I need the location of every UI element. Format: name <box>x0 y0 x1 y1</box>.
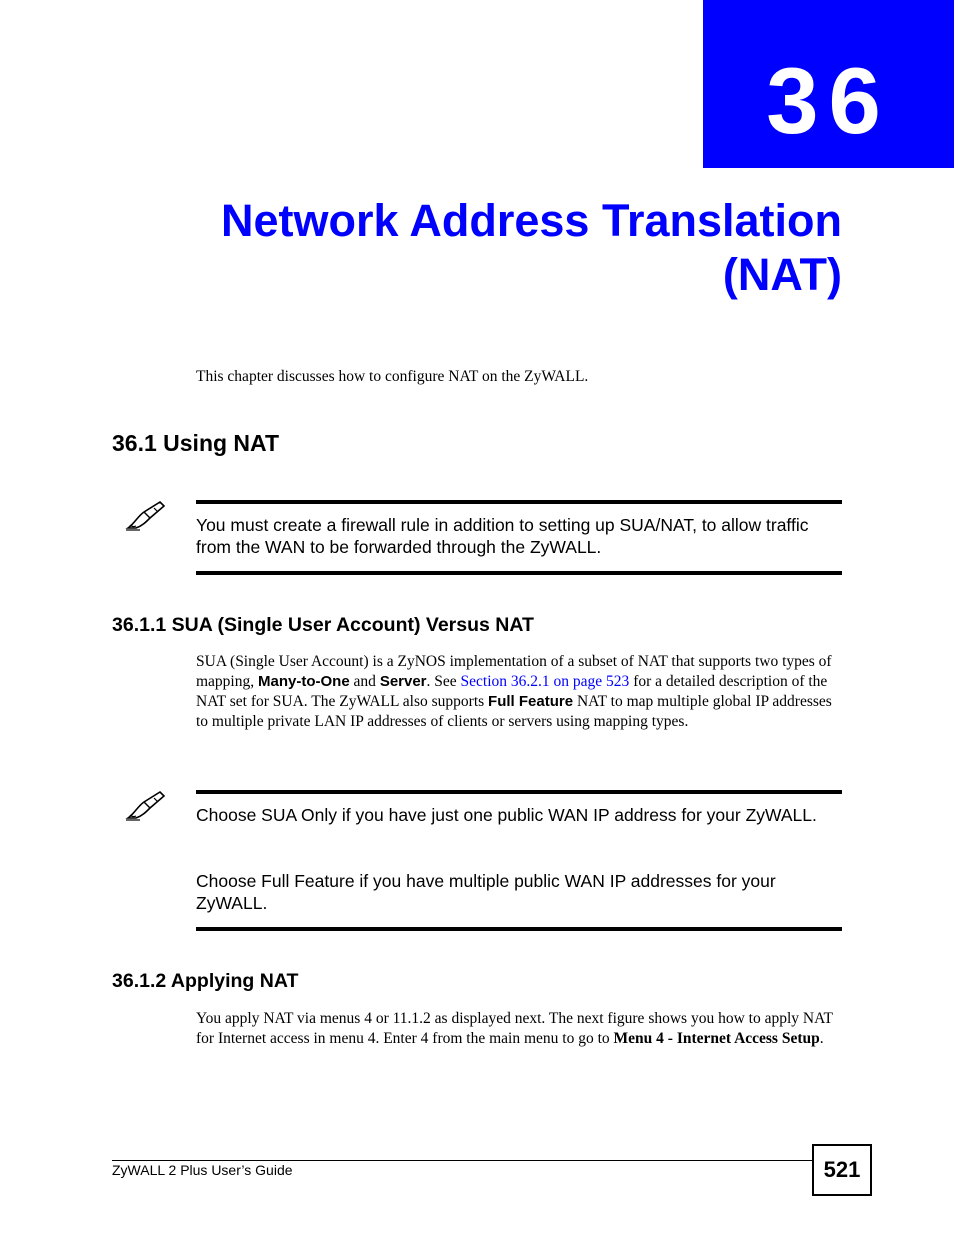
chapter-title <box>150 194 842 302</box>
sua-text-and: and <box>349 673 380 690</box>
footer-guide-title: ZyWALL 2 Plus User’s Guide <box>112 1162 293 1178</box>
sua-text-3: NAT to map multiple global IP addresses to multiple private LAN IP addresses of clients or servers using mapping types. <box>196 693 832 730</box>
note2-bottom-rule <box>196 927 842 931</box>
applying-nat-paragraph <box>196 1009 842 1049</box>
chapter-title-line1: Network Address Translation <box>221 195 842 246</box>
writing-hand-icon <box>124 788 172 824</box>
sua-text-2: for a detailed description of the NAT set for SUA. The ZyWALL also supports <box>196 673 828 710</box>
section-heading-36-1-1: 36.1.1 SUA (Single User Account) Versus NAT <box>112 614 534 636</box>
footer-rule <box>112 1160 812 1161</box>
full-feature-term: Full Feature <box>488 693 574 710</box>
chapter-title-line2: (NAT) <box>722 249 842 300</box>
note-full-feature: Choose Full Feature if you have multiple public WAN IP addresses for your ZyWALL. <box>196 871 776 913</box>
note-bottom-rule <box>196 571 842 575</box>
applying-text-1: You apply NAT via menus 4 or 11.1.2 as displayed next. The next figure shows you how to apply NAT for Internet access in menu 4. Enter 4 from the main menu to go to <box>196 1010 833 1047</box>
menu-4-term: Menu 4 - Internet Access Setup <box>613 1030 820 1047</box>
server-term: Server <box>379 673 427 690</box>
writing-hand-icon <box>124 498 172 534</box>
sua-text-1: SUA (Single User Account) is a ZyNOS implementation of a subset of NAT that supports two types of mapping, <box>196 653 832 690</box>
page-number: 521 <box>812 1144 872 1196</box>
applying-text-end: . <box>819 1030 824 1047</box>
section-heading-36-1: 36.1 Using NAT <box>112 430 279 456</box>
many-to-one-term: Many-to-One <box>258 673 350 690</box>
section-36-2-1-link[interactable]: Section 36.2.1 on page 523 <box>460 673 630 690</box>
sua-paragraph <box>196 652 842 732</box>
note2-top-rule <box>196 790 842 794</box>
section-heading-36-1-2: 36.1.2 Applying NAT <box>112 970 299 992</box>
intro-paragraph: This chapter discusses how to configure NAT on the ZyWALL. <box>196 368 589 385</box>
chapter-number-box <box>703 0 954 168</box>
note-firewall-rule: You must create a firewall rule in addition to setting up SUA/NAT, to allow traffic from the WAN to be forwarded through the ZyWALL. <box>196 515 809 557</box>
note-top-rule <box>196 500 842 504</box>
chapter-number: 36 <box>766 48 891 153</box>
sua-text-see: . See <box>426 673 461 690</box>
note-sua-only: Choose SUA Only if you have just one public WAN IP address for your ZyWALL. <box>196 805 817 825</box>
